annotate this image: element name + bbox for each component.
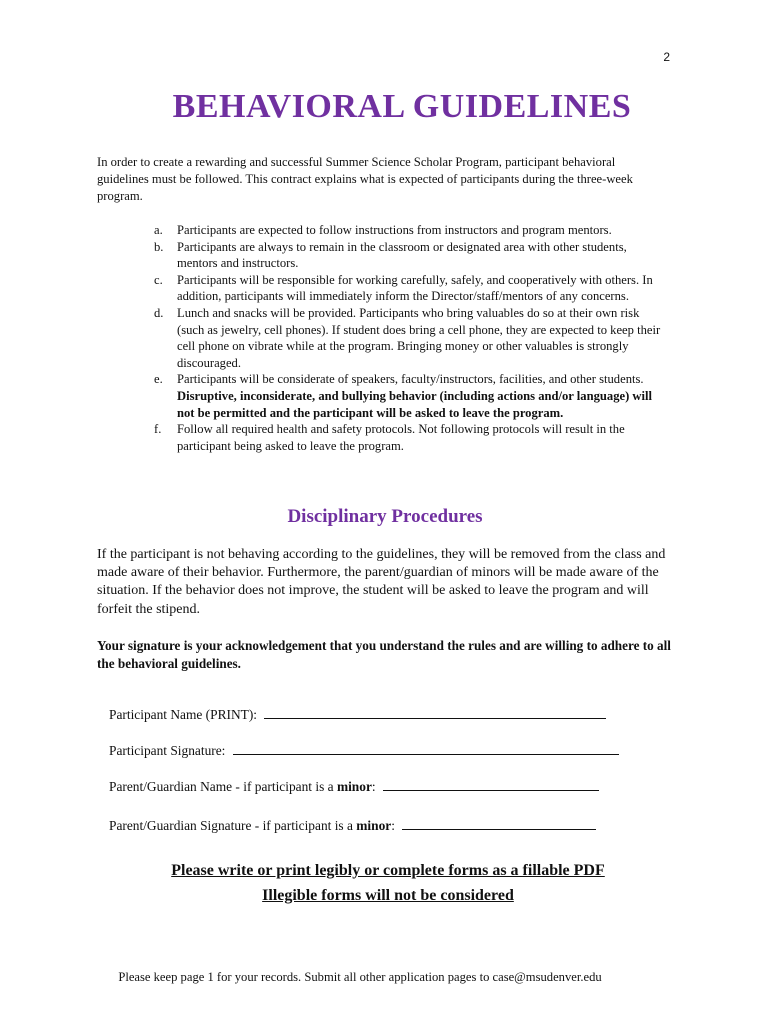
guideline-marker: f. xyxy=(154,422,162,437)
participant-signature-field[interactable] xyxy=(233,742,619,755)
guideline-text: Participants are expected to follow instructions from instructors and program mentors. xyxy=(177,223,612,237)
guardian-name-row xyxy=(109,778,599,795)
illegible-warning: Illegible forms will not be considered xyxy=(262,887,514,904)
intro-paragraph: In order to create a rewarding and successful Summer Science Scholar Program, participant behavioral guidelines must be followed. This contract explains what is expected of participants during the three-week program. xyxy=(97,155,633,203)
guardian-signature-label: Parent/Guardian Signature - if participant is a xyxy=(109,818,357,833)
guideline-item xyxy=(154,222,667,239)
guideline-marker: b. xyxy=(154,239,164,254)
disciplinary-paragraph: If the participant is not behaving according to the guidelines, they will be removed from the class and made aware of their behavior. Furthermore, the parent/guardian of minors will be made aware of the situation. If the behavior does not improve, the student will be asked to leave the program and will forfeit the stipend. xyxy=(97,547,666,617)
participant-name-field[interactable] xyxy=(264,706,606,719)
participant-signature-label: Participant Signature: xyxy=(109,743,226,758)
guardian-name-label: Parent/Guardian Name - if participant is a xyxy=(109,779,337,794)
guideline-text: Participants will be responsible for working carefully, safely, and cooperatively with others. In addition, participants will immediately inform the Director/staff/mentors of any concerns. xyxy=(177,272,653,304)
guardian-name-minor: minor xyxy=(336,779,372,794)
guideline-item xyxy=(154,239,667,272)
guidelines-list xyxy=(154,222,667,454)
participant-signature-row xyxy=(109,742,619,759)
guideline-text: Participants will be considerate of speakers, faculty/instructors, facilities, and other students. xyxy=(177,372,644,387)
guideline-marker: d. xyxy=(154,305,164,320)
guideline-text: Follow all required health and safety protocols. Not following protocols will result in the participant being asked to leave the program. xyxy=(177,422,625,453)
guideline-item xyxy=(154,272,667,305)
disciplinary-heading: Disciplinary Procedures xyxy=(287,506,483,527)
guardian-signature-minor: minor xyxy=(356,818,392,833)
guideline-item xyxy=(154,371,667,421)
guideline-bold-text: Disruptive, inconsiderate, and bullying behavior (including actions and/or language) will not be permitted and the participant will be asked to leave the program. xyxy=(177,388,653,420)
guardian-signature-colon: : xyxy=(391,818,395,833)
guardian-signature-row xyxy=(109,817,596,834)
guideline-item xyxy=(154,421,667,454)
guardian-name-colon: : xyxy=(371,779,376,794)
participant-name-row xyxy=(109,706,606,723)
guideline-text: Participants are always to remain in the classroom or designated area with other students, mentors and instructors. xyxy=(177,239,627,271)
guideline-marker: c. xyxy=(154,272,163,287)
guardian-signature-field[interactable] xyxy=(402,817,596,830)
page-footer: Please keep page 1 for your records. Submit all other application pages to case@msudenver.edu xyxy=(118,970,602,984)
legibility-notice: Please write or print legibly or complete forms as a fillable PDF xyxy=(171,862,605,879)
guideline-text: Lunch and snacks will be provided. Participants who bring valuables do so at their own risk (such as jewelry, cell phones). If student does bring a cell phone, they are expected to keep their cell phone on vibrate while at the program. Bringing money or other valuables is strongly discouraged. xyxy=(177,305,661,370)
guardian-name-field[interactable] xyxy=(383,778,599,791)
guideline-marker: a. xyxy=(154,223,163,237)
page-title: BEHAVIORAL GUIDELINES xyxy=(172,88,632,125)
acknowledgement-text: Your signature is your acknowledgement that you understand the rules and are willing to adhere to all the behavioral guidelines. xyxy=(97,638,671,671)
guideline-marker: e. xyxy=(154,372,163,387)
participant-name-label: Participant Name (PRINT): xyxy=(109,707,258,722)
guideline-item xyxy=(154,305,667,371)
page-number: 2 xyxy=(663,50,670,64)
